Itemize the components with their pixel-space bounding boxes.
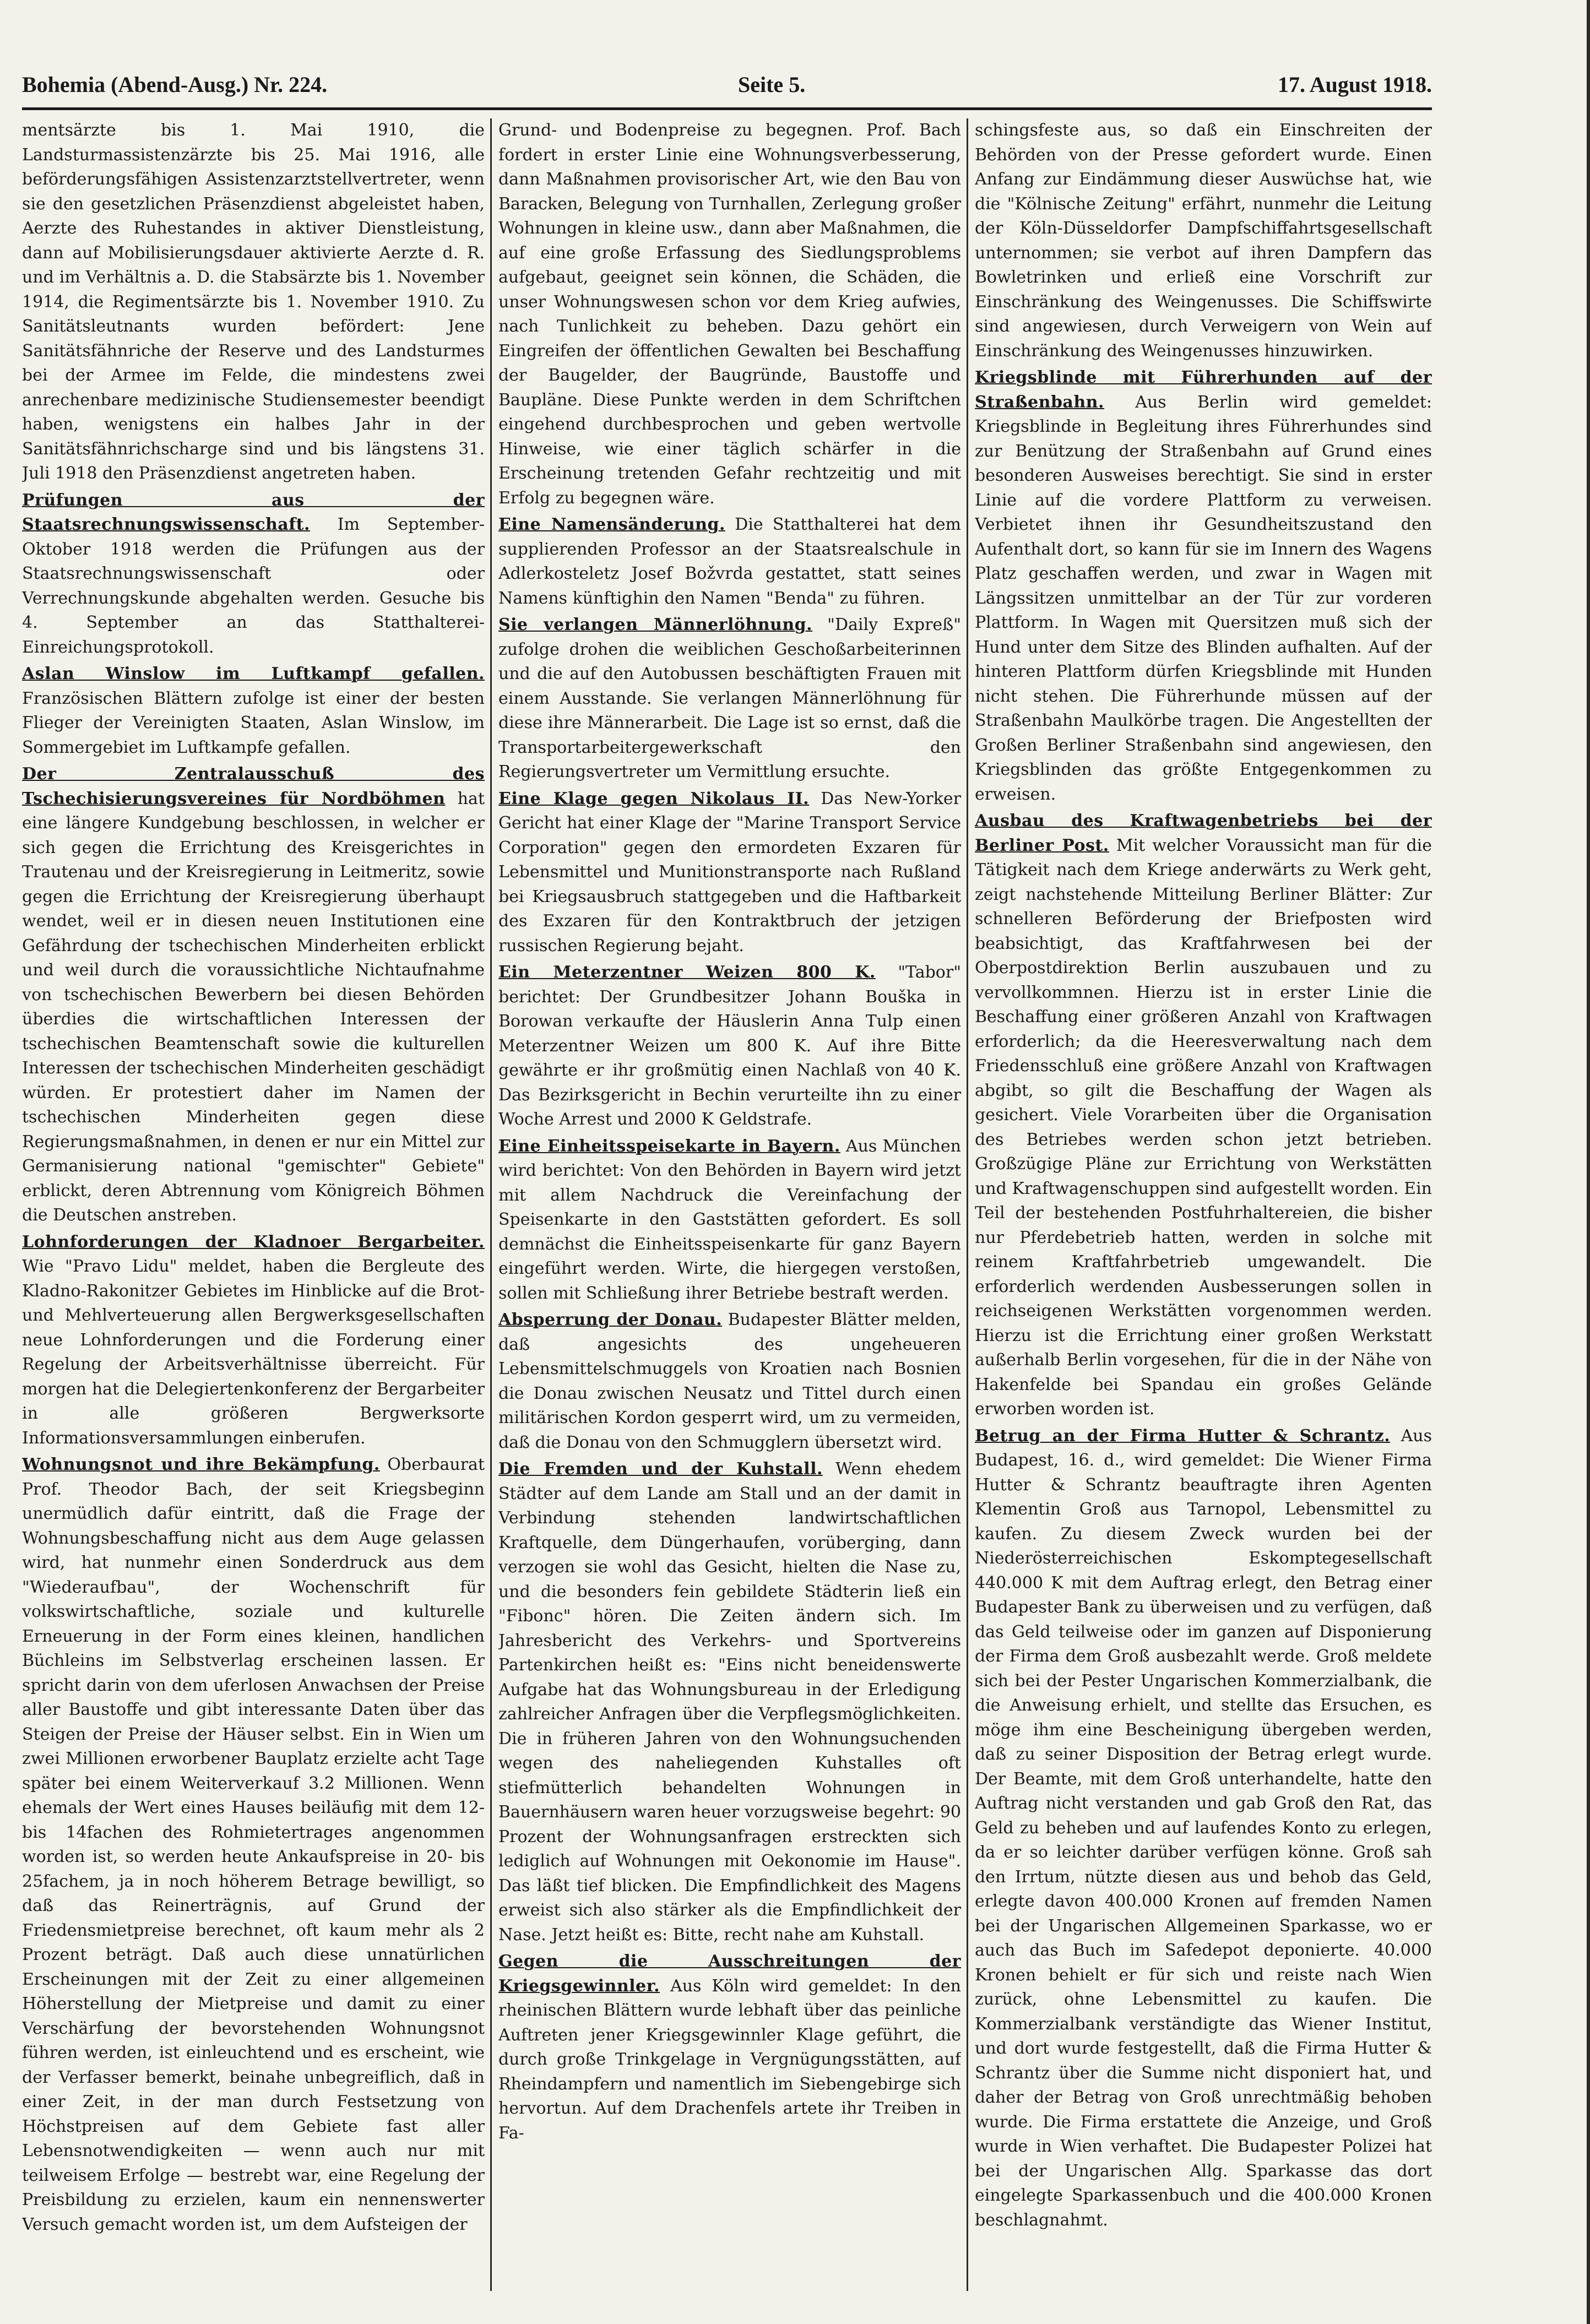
column-3 (975, 118, 1432, 2291)
article-text: mentsärzte bis 1. Mai 1910, die Landsturmassistenzärzte bis 25. Mai 1916, alle beförderungsfähigen Assistenzarztstellvertreter, wenn sie den gesetzlichen Präsenzdienst abgeleistet haben, Aerzte des Ruhestandes in aktiver Dienstleistung, dann auf Mobilisierungsdauer aktivierte Aerzte d. R. und im Verhältnis a. D. die Stabsärzte bis 1. November 1914, die Regimentsärzte bis 1. November 1910. Zu Sanitätsleutnants wurden befördert: Jene Sanitätsfähnriche der Reserve und des Landsturmes bei der Armee im Felde, die mindestens zwei anrechenbare medizinische Studiensemester beendigt haben, wenigstens ein halbes Jahr in der Sanitätsfähnrichscharge sind und bis längstens 31. Juli 1918 den Präsenzdienst angetreten haben. (22, 121, 485, 483)
article-text: Budapester Blätter melden, daß angesichts des ungeheueren Lebensmittelschmuggels von Kroatien nach Bosnien die Donau zwischen Neusatz und Tittel durch einen militärischen Kordon gesperrt wird, um zu vermeiden, daß die Donau von den Schmugglern übersetzt wird. (498, 1310, 961, 1452)
article-headline: Die Fremden und der Kuhstall. (498, 1459, 823, 1479)
article-headline: Eine Namensänderung. (498, 515, 725, 534)
article-text: Mit welcher Voraussicht man für die Tätigkeit nach dem Kriege anderwärts zu Werk geht, zeigt nachstehende Mitteilung Berliner Blätter: Zur schnelleren Beförderung der Briefposten wird beabsichtigt, das Kraftfahrwesen bei der Oberpostdirektion Berlin auszubauen und zu vervollkommnen. Hierzu ist in erster Linie die Beschaffung einer größeren Anzahl von Kraftwagen erforderlich; da die Heeresverwaltung nach dem Friedensschluß eine größere Anzahl von Kraftwagen abgibt, so gilt die Beschaffung der Wagen als gesichert. Viele Vorarbeiten über die Organisation des Betriebes werden schon jetzt betrieben. Großzügige Pläne zur Errichtung von Werkstätten und Kraftwagenschuppen sind aufgestellt worden. Ein Teil der bestehenden Postfuhrhaltereien, die bisher nur Pferdebetrieb hatten, werden in solche mit reinem Kraftfahrbetrieb umgewandelt. Die erforderlich werdenden Ausbesserungen sollen in reichseigenen Werkstätten vorgenommen werden. Hierzu ist die Errichtung einer großen Werkstatt außerhalb Berlin vorgesehen, für die in der Nähe von Hakenfelde bei Spandau ein großes Gelände erworben worden ist. (975, 835, 1432, 1419)
article-headline: Wohnungsnot und ihre Bekämpfung. (22, 1455, 380, 1474)
column-divider (490, 118, 492, 2291)
page-header (22, 72, 1432, 105)
article-text: Das New-Yorker Gericht hat einer Klage der "Marine Transport Service Corporation" gegen den ermordeten Exzaren für Lebensmittel und Munitionstransporte nach Rußland bei Kriegsausbruch stattgegeben und die Haftbarkeit des Exzaren für den Kontraktbruch der jetzigen russischen Regierung bejaht. (498, 789, 961, 955)
column-1 (22, 118, 485, 2291)
column-2 (498, 118, 961, 2291)
article-headline: Eine Klage gegen Nikolaus II. (498, 789, 810, 808)
article-headline: Aslan Winslow im Luftkampf gefallen. (22, 664, 485, 683)
article-paragraph (975, 1424, 1432, 2233)
article-text: Oberbaurat Prof. Theodor Bach, der seit Kriegsbeginn unermüdlich dafür eintritt, daß die Frage der Wohnungsbeschaffung nicht aus dem Auge gelassen wird, hat nunmehr einen Sonderdruck aus dem "Wiederaufbau", der Wochenschrift für volkswirtschaftliche, soziale und kulturelle Erneuerung in der Form eines kleinen, handlichen Büchleins im Selbstverlag erscheinen lassen. Er spricht darin von dem uferlosen Anwachsen der Preise aller Baustoffe und gibt interessante Daten über das Steigen der Preise der Häuser selbst. Ein in Wien um zwei Millionen erworbener Bauplatz erzielte acht Tage später bei einem Weiterverkauf 3.2 Millionen. Wenn ehemals der Wert eines Hauses beiläufig mit dem 12- bis 14fachen des Rohmietertrages angenommen worden ist, so werden heute Ankaufspreise in 20- bis 25fachem, ja in noch höherem Betrage bewilligt, so daß das Reinerträgnis, auf Grund der Friedensmietpreise berechnet, oft kaum mehr als 2 Prozent beträgt. Daß auch diese unnatürlichen Erscheinungen mit der Zeit zu einer allgemeinen Höherstellung der Mietpreise und damit zu einer Verschärfung der bevorstehenden Wohnungsnot führen werden, ist einleuchtend und es erscheint, wie der Verfasser bemerkt, beinahe unbegreiflich, daß in einer Zeit, in der man durch Festsetzung von Höchstpreisen auf dem Gebiete fast aller Lebensnotwendigkeiten — wenn auch nur mit teilweisem Erfolge — bestrebt war, eine Regelung der Preisbildung zu erzielen, kaum ein nennenswerter Versuch gemacht worden ist, um dem Aufsteigen der (22, 1455, 485, 2234)
column-divider (967, 118, 968, 2291)
article-text: "Daily Expreß" zufolge drohen die weiblichen Geschoßarbeiterinnen und die auf den Autobussen beschäftigten Frauen mit einem Ausstande. Sie verlangen Männerlöhnung für diese ihre Männerarbeit. Die Lage ist so ernst, daß die Transportarbeitergewerkschaft den Regierungsvertreter um Vermittlung ersuchte. (498, 615, 961, 781)
article-paragraph (22, 662, 485, 760)
article-text: Aus Budapest, 16. d., wird gemeldet: Die Wiener Firma Hutter & Schrantz beauftragte ihren Agenten Klementin Groß aus Tarnopol, Lebensmittel zu kaufen. Zu diesem Zweck wurden bei der Niederösterreichischen Eskomptegesellschaft 440.000 K mit dem Auftrag erlegt, den Betrag einer Budapester Bank zu überweisen und zu verfügen, daß das Geld teilweise oder im ganzen auf Disponierung der Firma dem Groß ausbezahlt werde. Groß meldete sich bei der Pester Ungarischen Kommerzialbank, die die Anweisung erhielt, und stellte das Ersuchen, es möge ihm eine Bescheinigung übergeben werden, daß zu seiner Disposition der Betrag erlegt wurde. Der Beamte, mit dem Groß unterhandelte, hatte den Auftrag nicht verstanden und gab Groß den Rat, das Geld zu beheben und auf laufendes Konto zu erlegen, da er so leichter darüber verfügen könne. Groß sah den Irrtum, nützte diesen aus und behob das Geld, erlegte davon 400.000 Kronen auf fremden Namen bei der Ungarischen Allgemeinen Sparkasse, wo er auch das Buch im Safedepot deponierte. 40.000 Kronen behielt er für sich und reiste nach Wien zurück, ohne Lebensmittel zu kaufen. Die Kommerzialbank verständigte das Wiener Institut, und dort wurde festgestellt, daß die Firma Hutter & Schrantz über die Summe nicht disponiert hat, und daher der Betrag von Groß unrechtmäßig behoben wurde. Die Firma erstattete die Anzeige, und Groß wurde in Wien verhaftet. Die Budapester Polizei hat bei der Ungarischen Allg. Sparkasse das dort eingelegte Sparkassenbuch und die 400.000 Kronen beschlagnahmt. (975, 1426, 1432, 2230)
article-text: Wenn ehedem Städter auf dem Lande am Stall und an der damit in Verbindung stehenden landwirtschaftlichen Kraftquelle, dem Düngerhaufen, vorüberging, dann verzogen sie wohl das Gesicht, hielten die Nase zu, und die besonders fein gebildete Städterin ließ ein "Fibonc" hören. Die Zeiten ändern sich. Im Jahresbericht des Verkehrs- und Sportvereins Partenkirchen heißt es: "Eins nicht beneidenswerte Aufgabe hat das Wohnungsbureau in der Erledigung zahlreicher Anfragen über die Verpflegsmöglichkeiten. Die in früheren Jahren von den Wohnungsuchenden wegen des naheliegenden Kuhstalles oft stiefmütterlich behandelten Wohnungen in Bauernhäusern waren heuer vorzugsweise begehrt: 90 Prozent der Wohnungsanfragen erstreckten sich lediglich auf Wohnungen mit Oekonomie im Hause". Das läßt tief blicken. Die Empfindlichkeit des Magens erweist sich also stärker als die Empfindlichkeit der Nase. Jetzt heißt es: Bitte, recht nahe am Kuhstall. (498, 1459, 961, 1945)
article-headline: Betrug an der Firma Hutter & Schrantz. (975, 1426, 1391, 1446)
article-paragraph (498, 960, 961, 1132)
article-text: Im September-Oktober 1918 werden die Prüfungen aus der Staatsrechnungswissenschaft oder Verrechnungskunde abgehalten werden. Gesuche bis 4. September an das Statthalterei-Einreichungsprotokoll. (22, 515, 485, 657)
article-paragraph (975, 118, 1432, 363)
article-paragraph (975, 809, 1432, 1422)
article-text: hat eine längere Kundgebung beschlossen, in welcher er sich gegen die Errichtung des Kreisgerichtes in Trautenau und der Kreisregierung in Leitmeritz, sowie gegen die Errichtung der Kreisregierung überhaupt wendet, weil er in diesen neuen Institutionen eine Gefährdung der tschechischen Minderheiten erblickt und weil durch die voraussichtliche Nichtaufnahme von tschechischen Bewerbern bei diesen Behörden überdies die wirtschaftlichen Interessen der tschechischen Beamtenschaft sowie die kulturellen Interessen der tschechischen Minderheiten geschädigt würden. Er protestiert daher im Namen der tschechischen Minderheiten gegen diese Regierungsmaßnahmen, in denen er nur ein Mittel zur Germanisierung national "gemischter" Gebiete" erblickt, deren Abtrennung vom Königreich Böhmen die Deutschen anstreben. (22, 789, 485, 1225)
article-paragraph (498, 787, 961, 959)
article-paragraph (22, 118, 485, 486)
article-text: Die Statthalterei hat dem supplierenden Professor an der Staatsrealschule in Adlerkosteletz Josef Božvrda gestattet, statt seines Namens künftighin den Namen "Benda" zu führen. (498, 515, 961, 608)
article-paragraph (22, 762, 485, 1228)
article-text: schingsfeste aus, so daß ein Einschreiten der Behörden von der Presse gefordert wurde. Einen Anfang zur Eindämmung dieser Auswüchse hat, wie die "Kölnische Zeitung" erfährt, nunmehr die Leitung der Köln-Düsseldorfer Dampfschiffahrtsgesellschaft unternommen; sie verbot auf ihren Dampfern das Bowletrinken und erließ eine Vorschrift zur Einschränkung des Weingenusses. Die Schiffswirte sind angewiesen, durch Verweigern von Wein auf Einschränkung des Weingenusses hinzuwirken. (975, 121, 1432, 361)
header-rule (22, 107, 1432, 110)
article-paragraph (498, 1950, 961, 2146)
article-paragraph (498, 1134, 961, 1306)
article-text: Aus Köln wird gemeldet: In den rheinischen Blättern wurde lebhaft über das peinliche Auftreten jener Kriegsgewinnler Klage geführt, die durch große Trinkgelage in Vergnügungsstätten, auf Rheindampfern und namentlich im Siebengebirge sich hervortun. Auf dem Drachenfels artete ihr Treiben in Fa- (498, 1976, 961, 2143)
article-text: Französischen Blättern zufolge ist einer der besten Flieger der Vereinigten Staaten, Aslan Winslow, im Sommergebiet im Luftkampfe gefallen. (22, 688, 485, 757)
header-date: 17. August 1918. (1277, 72, 1432, 97)
article-headline: Lohnforderungen der Kladnoer Bergarbeiter. (22, 1232, 485, 1252)
article-headline: Eine Einheitsspeisekarte in Bayern. (498, 1136, 840, 1156)
article-paragraph (498, 1457, 961, 1947)
article-headline: Gegen die Ausschreitungen der Kriegsgewinnler. (498, 1952, 961, 1996)
article-paragraph (22, 1230, 485, 1451)
article-headline: Ein Meterzentner Weizen 800 K. (498, 963, 876, 982)
article-headline: Kriegsblinde mit Führerhunden auf der Straßenbahn. (975, 368, 1432, 412)
article-paragraph (22, 1453, 485, 2237)
article-paragraph (498, 1308, 961, 1455)
header-page-number: Seite 5. (738, 72, 806, 97)
article-paragraph (22, 488, 485, 660)
article-text: Wie "Pravo Lidu" meldet, haben die Bergleute des Kladno-Rakonitzer Gebietes im Hinblicke auf die Brot- und Mehlverteuerung allen Bergwerksgesellschaften neue Lohnforderungen und die Forderung einer Regelung der Arbeitsverhältnisse überreicht. Für morgen hat die Delegiertenkonferenz der Bergarbeiter in alle größeren Bergwerksorte Informationsversammlungen einberufen. (22, 1257, 485, 1448)
article-paragraph (498, 118, 961, 511)
article-paragraph (498, 513, 961, 611)
article-headline: Sie verlangen Männerlöhnung. (498, 615, 813, 634)
article-headline: Ausbau des Kraftwagenbetriebs bei der Berliner Post. (975, 811, 1432, 855)
article-headline: Der Zentralausschuß des Tschechisierungsvereines für Nordböhmen (22, 764, 485, 808)
article-paragraph (975, 366, 1432, 807)
article-text: Grund- und Bodenpreise zu begegnen. Prof. Bach fordert in erster Linie eine Wohnungsverbesserung, dann Maßnahmen provisorischer Art, wie den Bau von Baracken, Belegung von Turnhallen, Zerlegung großer Wohnungen in kleine usw., dann aber Maßnahmen, die auf eine große Erfassung des Siedlungsproblems aufgebaut, geeignet sein können, die Schäden, die unser Wohnungswesen schon vor dem Krieg aufwies, nach Tunlichkeit zu beheben. Dazu gehört ein Eingreifen der öffentlichen Gewalten bei Beschaffung der Baugelder, der Baugründe, Baustoffe und Baupläne. Diese Punkte werden in dem Schriftchen eingehend durchbesprochen und geben wertvolle Hinweise, wie einer täglich schärfer in die Erscheinung tretenden Gefahr rechtzeitig und mit Erfolg zu begegnen wäre. (498, 121, 961, 508)
header-publication: Bohemia (Abend-Ausg.) Nr. 224. (22, 72, 328, 97)
article-headline: Prüfungen aus der Staatsrechnungswissenschaft. (22, 490, 485, 534)
article-headline: Absperrung der Donau. (498, 1310, 723, 1329)
article-text: Aus München wird berichtet: Von den Behörden in Bayern wird jetzt mit allem Nachdruck die Vereinfachung der Speisenkarte in den Gaststätten gefordert. Es soll demnächst die Einheitsspeisenkarte für ganz Bayern eingeführt werden. Wirte, die hiergegen verstoßen, sollen mit Schließung ihrer Betriebe bestraft werden. (498, 1136, 961, 1303)
article-text: Aus Berlin wird gemeldet: Kriegsblinde in Begleitung ihres Führerhundes sind zur Benützung der Straßenbahn auf Grund eines besonderen Ausweises berechtigt. Sie sind in erster Linie auf die vordere Plattform zu verweisen. Verbietet ihnen ihr Gesundheitszustand den Aufenthalt dort, so kann für sie im Innern des Wagens Platz geschaffen werden, und zwar in Wagen mit Längssitzen unmittelbar an der Tür zur vorderen Plattform. In Wagen mit Quersitzen muß sich der Hund unter dem Sitze des Blinden aufhalten. Auf der hinteren Plattform dürfen Kriegsblinde mit Hunden nicht stehen. Die Führerhunde müssen auf der Straßenbahn Maulkörbe tragen. Die Angestellten der Großen Berliner Straßenbahn sind angewiesen, den Kriegsblinden das größte Entgegenkommen zu erweisen. (975, 392, 1432, 804)
article-text: "Tabor" berichtet: Der Grundbesitzer Johann Bouška in Borowan verkaufte der Häuslerin Anna Tulp einen Meterzentner Weizen um 800 K. Auf ihre Bitte gewährte er ihr großmütig einen Nachlaß von 40 K. Das Bezirksgericht in Bechin verurteilte ihn zu einer Woche Arrest und 2000 K Geldstrafe. (498, 963, 961, 1129)
article-paragraph (498, 613, 961, 785)
